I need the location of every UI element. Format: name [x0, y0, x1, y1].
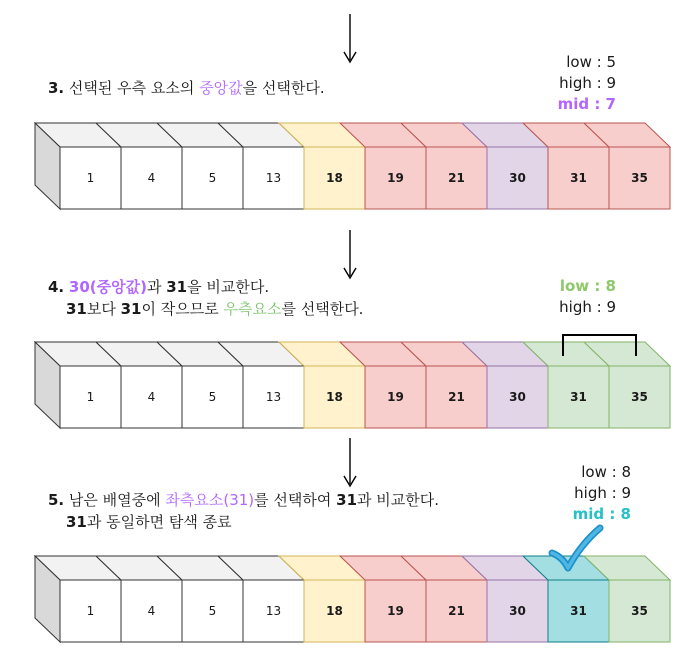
low-value: low : 8 — [581, 463, 631, 481]
cell-value: 35 — [631, 390, 648, 404]
cell-value: 19 — [387, 390, 404, 404]
step-text-part: 보다 — [86, 300, 121, 318]
step-number: 4. — [48, 278, 65, 296]
low-value: low : 8 — [559, 277, 616, 295]
step-text-part: 를 선택하여 — [254, 491, 337, 509]
arrow-3 — [344, 438, 356, 486]
cell-value: 4 — [147, 171, 156, 185]
cell-value: 31 — [570, 604, 587, 618]
cell-value: 21 — [448, 171, 465, 185]
array-step-4 — [35, 342, 670, 428]
array-step-5 — [35, 556, 670, 642]
arrow-1 — [344, 14, 356, 62]
cell-value: 30 — [509, 171, 526, 185]
cell-value: 4 — [147, 604, 156, 618]
cell-value: 19 — [387, 604, 404, 618]
step-number: 3. — [48, 79, 65, 97]
cell-value: 13 — [265, 604, 282, 618]
step-text-part: 31 — [120, 300, 142, 318]
step-text-part: 31 — [336, 491, 358, 509]
step-text-part: 과 동일하면 탐색 종료 — [86, 513, 232, 531]
cell-value: 13 — [265, 171, 282, 185]
step-4-vars — [540, 276, 616, 318]
cell-value: 13 — [265, 390, 282, 404]
step-text-part: 과 — [146, 278, 167, 296]
cell-value: 31 — [570, 171, 587, 185]
cell-value: 35 — [631, 604, 648, 618]
step-text-part: 31 — [66, 300, 87, 318]
cell-value: 30 — [509, 390, 526, 404]
cell-value: 21 — [448, 604, 465, 618]
cell-value: 19 — [387, 171, 404, 185]
cell-value: 1 — [86, 390, 95, 404]
cell-value: 21 — [448, 390, 465, 404]
step-3-text — [48, 77, 325, 99]
step-text-part: 31 — [66, 513, 87, 531]
step-text-part: 이 작으므로 — [141, 300, 224, 318]
step-text-part: 을 비교한다. — [187, 278, 270, 296]
arrow-2 — [344, 230, 356, 278]
step-5-vars — [555, 462, 631, 525]
high-value: high : 9 — [559, 298, 616, 316]
cell-value: 18 — [326, 390, 343, 404]
step-text-part: 과 비교한다. — [357, 491, 440, 509]
step-text-part: 을 선택한다. — [242, 79, 325, 97]
cell-value: 31 — [570, 390, 587, 404]
high-value: high : 9 — [559, 74, 616, 92]
low-value: low : 5 — [566, 53, 616, 71]
step-text-part: 남은 배열중에 — [68, 491, 166, 509]
cell-value: 30 — [509, 604, 526, 618]
step-5-text — [48, 489, 439, 533]
array-step-3 — [35, 123, 670, 209]
cell-value: 5 — [208, 604, 217, 618]
step-text-part: 를 선택한다. — [281, 300, 364, 318]
highlight-right-elements: 우측요소 — [223, 300, 282, 318]
cell-value: 1 — [86, 171, 95, 185]
mid-value: mid : 8 — [572, 505, 631, 523]
step-number: 5. — [48, 491, 65, 509]
highlight-median: 30(중앙값) — [68, 278, 147, 296]
cell-value: 5 — [208, 171, 217, 185]
highlight-median: 중앙값 — [199, 79, 243, 97]
cell-value: 18 — [326, 171, 343, 185]
step-3-vars — [540, 52, 616, 115]
highlight-left-element: 좌측요소(31) — [165, 491, 255, 509]
high-value: high : 9 — [574, 484, 631, 502]
step-4-text — [48, 276, 363, 320]
cell-value: 1 — [86, 604, 95, 618]
cell-value: 4 — [147, 390, 156, 404]
mid-value: mid : 7 — [557, 95, 616, 113]
step-text-part: 31 — [166, 278, 188, 296]
cell-value: 35 — [631, 171, 648, 185]
cell-value: 18 — [326, 604, 343, 618]
cell-value: 5 — [208, 390, 217, 404]
step-text-part: 선택된 우측 요소의 — [68, 79, 200, 97]
